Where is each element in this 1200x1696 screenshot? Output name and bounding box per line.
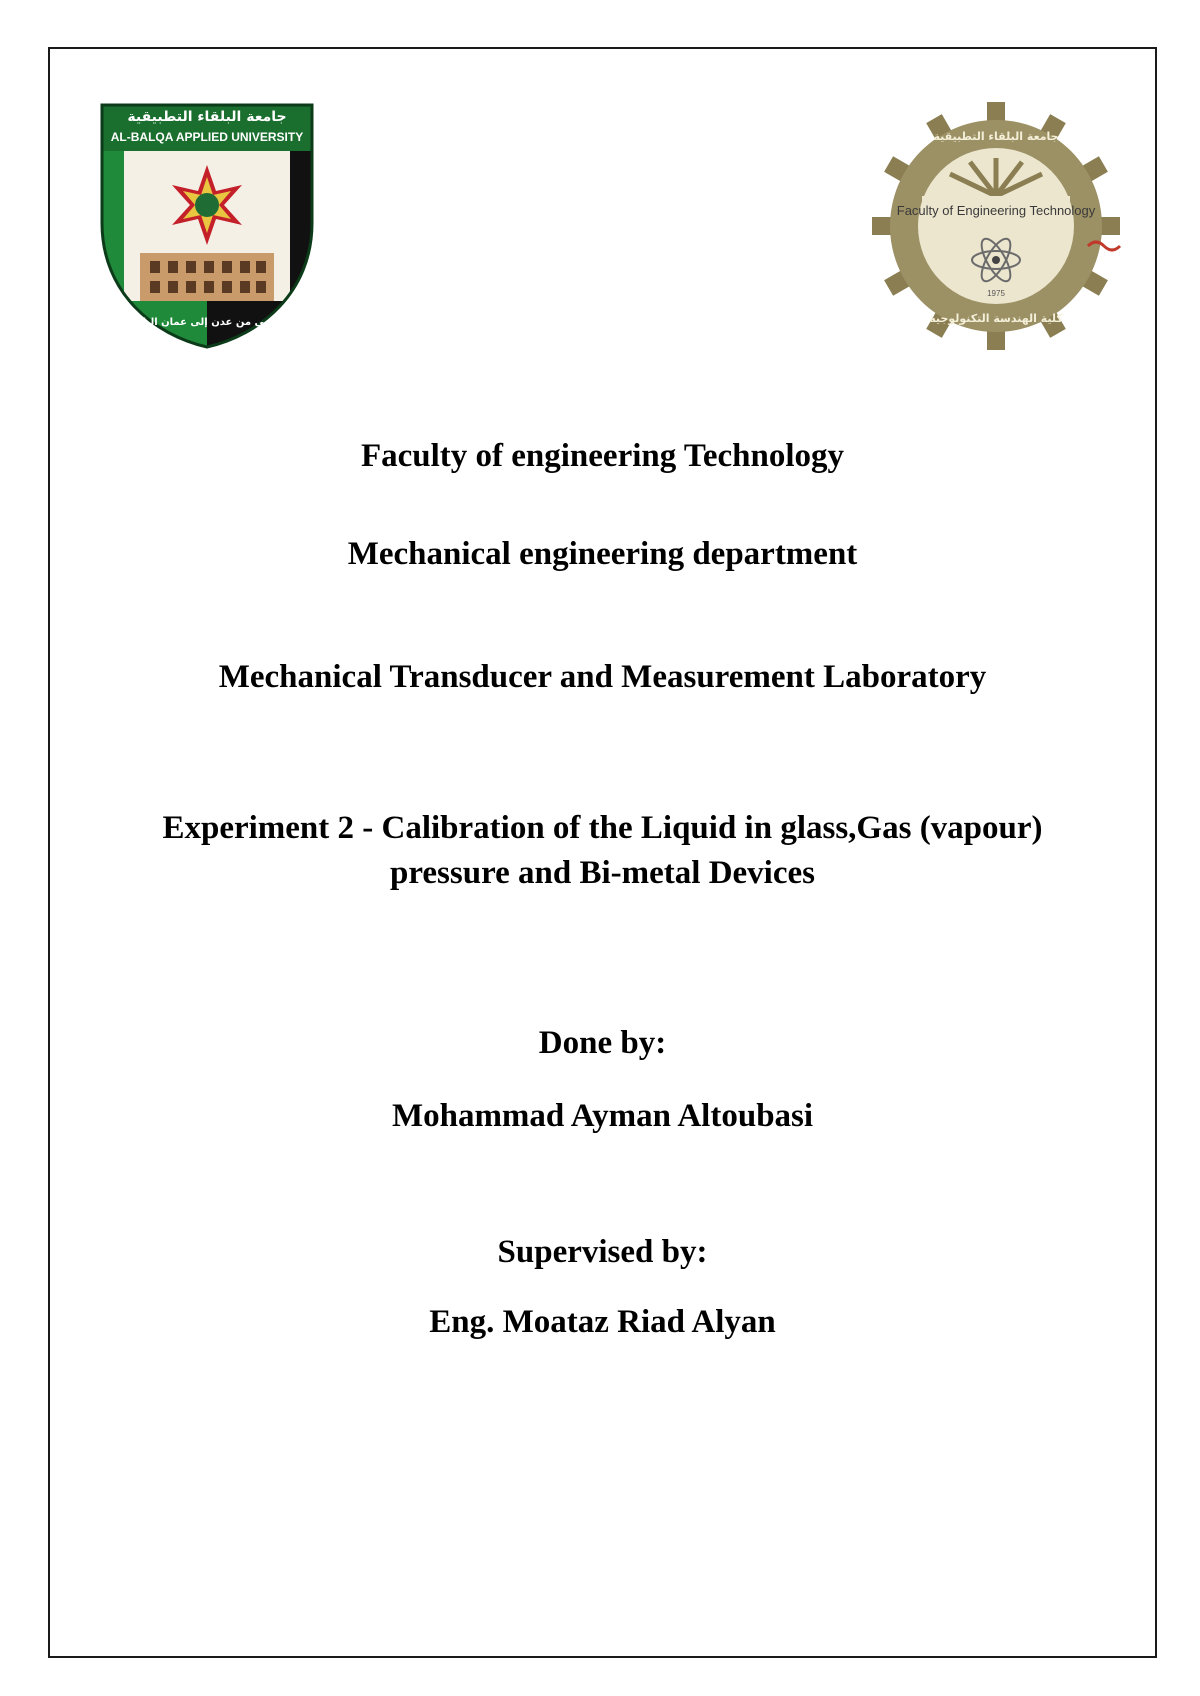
logo-arabic-top: جامعة البلقاء التطبيقية <box>933 130 1059 143</box>
author-name: Mohammad Ayman Altoubasi <box>391 1098 814 1134</box>
experiment-title-line1: Experiment 2 - Calibration of the Liquid in glass,Gas (vapour) <box>162 810 1043 846</box>
university-logo <box>100 103 314 349</box>
faculty-heading: Faculty of engineering Technology <box>360 438 845 474</box>
logo-faculty-name: Faculty of Engineering Technology <box>896 203 1096 218</box>
logo-motto: حوضي من عدن إلى عمان البلقاء <box>126 317 288 328</box>
laboratory-heading: Mechanical Transducer and Measurement Laboratory <box>218 659 987 695</box>
logo-arabic-name: جامعة البلقاء التطبيقية <box>127 109 287 125</box>
department-heading: Mechanical engineering department <box>347 536 858 572</box>
supervisor-name: Eng. Moataz Riad Alyan <box>429 1304 776 1340</box>
logo-arabic-bottom: كلية الهندسة التكنولوجية <box>929 312 1063 325</box>
logo-year: 1975 <box>987 289 1005 298</box>
faculty-logo <box>870 100 1122 352</box>
experiment-title-line2: pressure and Bi-metal Devices <box>390 855 815 891</box>
author-label: Done by: <box>538 1025 667 1061</box>
supervisor-label: Supervised by: <box>497 1234 708 1270</box>
logo-english-name: AL-BALQA APPLIED UNIVERSITY <box>110 130 304 144</box>
